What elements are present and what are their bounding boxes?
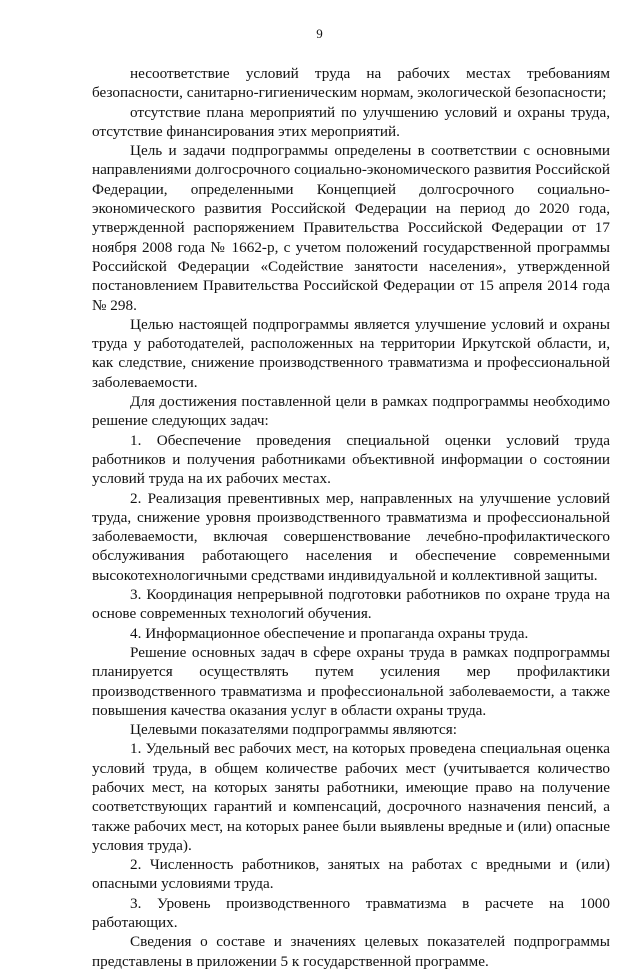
paragraph-task-2: 2. Реализация превентивных мер, направленных на улучшение условий труда, снижение уровня производственного травматизма и профессиональной заболеваемости, включая совершенствование лечебно-профилактического обслуживания работающего населения и обеспечение современными высокотехнологичными средствами индивидуальной и коллективной защиты. bbox=[92, 489, 610, 584]
paragraph-task-1: 1. Обеспечение проведения специальной оценки условий труда работников и получения работниками объективной информации о состоянии условий труда на их рабочих местах. bbox=[92, 431, 610, 488]
page-number: 9 bbox=[316, 26, 323, 41]
paragraph-task-4: 4. Информационное обеспечение и пропаганда охраны труда. bbox=[130, 624, 529, 642]
page-body bbox=[92, 64, 610, 971]
paragraph-indicator-2: 2. Численность работников, занятых на работах с вредными и (или) опасными условиями труда. bbox=[92, 856, 610, 893]
paragraph-tasks-intro: Для достижения поставленной цели в рамках подпрограммы необходимо решение следующих задач: bbox=[92, 393, 610, 430]
paragraph-no-plan: отсутствие плана мероприятий по улучшению условий и охраны труда, отсутствие финансирования этих мероприятий. bbox=[92, 103, 610, 140]
paragraph-appendix-reference: Сведения о составе и значениях целевых показателей подпрограммы представлены в приложении 5 к государственной программе. bbox=[92, 933, 610, 970]
paragraph-goal: Целью настоящей подпрограммы является улучшение условий и охраны труда у работодателей, расположенных на территории Иркутской области, и, как следствие, снижение производственного травматизма и профессиональной заболеваемости. bbox=[92, 315, 610, 391]
paragraph-indicators-intro: Целевыми показателями подпрограммы являются: bbox=[130, 721, 457, 739]
paragraph-indicator-1: 1. Удельный вес рабочих мест, на которых проведена специальная оценка условий труда, в общем количестве рабочих мест (учитывается количество рабочих мест, на которых заняты работники, имеющие право на получение соответствующих гарантий и компенсаций, досрочного назначения пенсий, а также рабочих мест, на которых ранее были выявлены вредные и (или) опасные условия труда). bbox=[92, 740, 610, 854]
paragraph-unsafe-conditions: несоответствие условий труда на рабочих местах требованиям безопасности, санитарно-гигиеническим нормам, экологической безопасности; bbox=[92, 65, 610, 102]
paragraph-task-3: 3. Координация непрерывной подготовки работников по охране труда на основе современных технологий обучения. bbox=[92, 586, 610, 623]
paragraph-goals-basis: Цель и задачи подпрограммы определены в соответствии с основными направлениями долгосрочного социально-экономического развития Российской Федерации, определенными Концепцией долгосрочного социально-экономического развития Российской Федерации на период до 2020 года, утвержденной распоряжением Правительства Российской Федерации от 17 ноября 2008 года № 1662-р, с учетом положений государственной программы Российской Федерации «Содействие занятости населения», утвержденной постановлением Правительства Российской Федерации от 15 апреля 2014 года № 298. bbox=[92, 142, 610, 314]
paragraph-indicator-3: 3. Уровень производственного травматизма в расчете на 1000 работающих. bbox=[92, 894, 610, 932]
paragraph-solution: Решение основных задач в сфере охраны труда в рамках подпрограммы планируется осуществлять путем усиления мер профилактики производственного травматизма и профессиональной заболеваемости, а также повышения качества оказания услуг в области охраны труда. bbox=[92, 643, 610, 719]
